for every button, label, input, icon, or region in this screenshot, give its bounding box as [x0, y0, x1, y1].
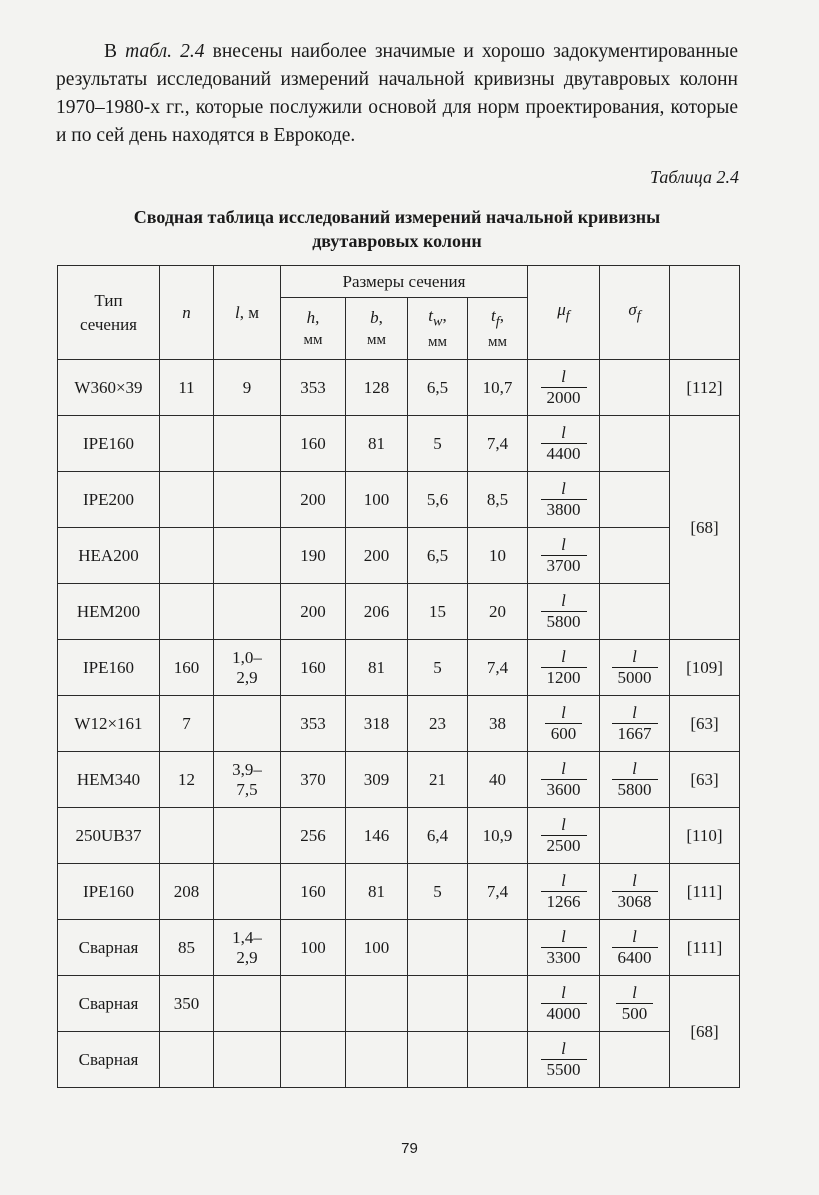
cell-l	[214, 976, 281, 1032]
cell-l-line-1: 9	[242, 377, 252, 397]
cell-tf: 10,9	[468, 808, 528, 864]
table-row	[58, 1032, 740, 1088]
cell-b: 128	[346, 360, 408, 416]
fraction-numerator: l	[561, 703, 566, 722]
cell-ref: [63]	[670, 752, 740, 808]
cell-h: 160	[281, 864, 346, 920]
cell-b: 100	[346, 472, 408, 528]
cell-tf	[468, 976, 528, 1032]
cell-l	[214, 696, 281, 752]
cell-type: W12×161	[58, 696, 160, 752]
cell-tf: 40	[468, 752, 528, 808]
cell-l-line-2: 2,9	[236, 947, 258, 967]
fraction-denominator: 5000	[612, 667, 658, 688]
cell-h: 200	[281, 584, 346, 640]
fraction	[541, 1039, 587, 1080]
cell-ref: [68]	[670, 976, 740, 1088]
cell-sigma	[600, 640, 670, 696]
cell-n	[160, 416, 214, 472]
cell-tw: 5,6	[408, 472, 468, 528]
fraction-denominator: 600	[545, 723, 583, 744]
table-title-line-2: двутавровых колонн	[312, 231, 482, 251]
table-reference: табл. 2.4	[125, 41, 205, 62]
cell-tf: 8,5	[468, 472, 528, 528]
cell-b: 206	[346, 584, 408, 640]
cell-ref: [109]	[670, 640, 740, 696]
cell-mu	[528, 416, 600, 472]
fraction	[541, 367, 587, 408]
fraction	[541, 423, 587, 464]
cell-sigma	[600, 528, 670, 584]
table-label: Таблица 2.4	[649, 167, 739, 187]
fraction-numerator: l	[632, 871, 637, 890]
cell-n: 12	[160, 752, 214, 808]
cell-mu	[528, 640, 600, 696]
cell-sigma	[600, 360, 670, 416]
cell-mu	[528, 864, 600, 920]
cell-type: Сварная	[58, 920, 160, 976]
header-b: b, мм	[346, 298, 408, 360]
cell-b: 100	[346, 920, 408, 976]
fraction	[541, 535, 587, 576]
fraction	[612, 647, 658, 688]
table-row	[58, 472, 740, 528]
header-type-line-1: Тип	[94, 290, 123, 310]
page-number: 79	[401, 1140, 418, 1157]
cell-l	[214, 864, 281, 920]
cell-type: IPE200	[58, 472, 160, 528]
fraction-numerator: l	[632, 759, 637, 778]
cell-type: Сварная	[58, 976, 160, 1032]
cell-tf: 10,7	[468, 360, 528, 416]
cell-ref: [63]	[670, 696, 740, 752]
cell-b: 81	[346, 864, 408, 920]
cell-h: 200	[281, 472, 346, 528]
cell-h	[281, 976, 346, 1032]
cell-sigma	[600, 752, 670, 808]
cell-l	[214, 416, 281, 472]
cell-n: 160	[160, 640, 214, 696]
header-l: l, м	[214, 266, 281, 360]
cell-type: HEA200	[58, 528, 160, 584]
header-tf: $t_f$, мм	[468, 298, 528, 360]
cell-h: 353	[281, 360, 346, 416]
fraction-numerator: l	[561, 479, 566, 498]
cell-h: 353	[281, 696, 346, 752]
cell-sigma	[600, 472, 670, 528]
cell-tw	[408, 1032, 468, 1088]
table-row	[58, 360, 740, 416]
cell-ref: [112]	[670, 360, 740, 416]
fraction-denominator: 3600	[541, 779, 587, 800]
cell-type: IPE160	[58, 416, 160, 472]
fraction-denominator: 5800	[612, 779, 658, 800]
fraction-numerator: l	[561, 535, 566, 554]
fraction-numerator: l	[561, 367, 566, 386]
cell-tw: 21	[408, 752, 468, 808]
fraction-numerator: l	[561, 647, 566, 666]
cell-l-line-1: 1,4–	[232, 927, 262, 947]
header-ref	[670, 266, 740, 360]
cell-tw: 5	[408, 416, 468, 472]
cell-tf: 7,4	[468, 864, 528, 920]
cell-mu	[528, 472, 600, 528]
table-row	[58, 640, 740, 696]
fraction	[612, 703, 658, 744]
cell-tw	[408, 976, 468, 1032]
cell-b: 318	[346, 696, 408, 752]
cell-type: Сварная	[58, 1032, 160, 1088]
cell-h: 160	[281, 416, 346, 472]
cell-mu	[528, 920, 600, 976]
fraction-denominator: 3068	[612, 891, 658, 912]
table-row	[58, 416, 740, 472]
cell-tw: 5	[408, 640, 468, 696]
cell-mu	[528, 528, 600, 584]
header-type	[58, 266, 160, 360]
cell-mu	[528, 360, 600, 416]
fraction-denominator: 5800	[541, 611, 587, 632]
cell-tf	[468, 1032, 528, 1088]
cell-ref: [111]	[670, 864, 740, 920]
cell-mu	[528, 696, 600, 752]
cell-type: W360×39	[58, 360, 160, 416]
fraction-numerator: l	[561, 983, 566, 1002]
cell-tf: 7,4	[468, 416, 528, 472]
cell-l	[214, 472, 281, 528]
cell-h: 190	[281, 528, 346, 584]
cell-sigma	[600, 920, 670, 976]
cell-sigma	[600, 808, 670, 864]
table-row	[58, 808, 740, 864]
fraction-denominator: 4000	[541, 1003, 587, 1024]
fraction	[541, 815, 587, 856]
header-tw: $t_w$, мм	[408, 298, 468, 360]
cell-h: 370	[281, 752, 346, 808]
cell-sigma	[600, 864, 670, 920]
cell-sigma	[600, 696, 670, 752]
cell-mu	[528, 976, 600, 1032]
cell-ref: [111]	[670, 920, 740, 976]
cell-b	[346, 976, 408, 1032]
cell-n	[160, 584, 214, 640]
table-row	[58, 528, 740, 584]
cell-n	[160, 528, 214, 584]
cell-tw	[408, 920, 468, 976]
cell-tf: 7,4	[468, 640, 528, 696]
fraction	[612, 927, 658, 968]
cell-h: 160	[281, 640, 346, 696]
header-type-line-2: сечения	[80, 314, 137, 334]
cell-b	[346, 1032, 408, 1088]
cell-tw: 15	[408, 584, 468, 640]
cell-sigma	[600, 416, 670, 472]
cell-tw: 23	[408, 696, 468, 752]
cell-b: 81	[346, 640, 408, 696]
fraction	[612, 759, 658, 800]
fraction-denominator: 500	[616, 1003, 654, 1024]
intro-paragraph	[56, 38, 738, 150]
cell-l	[214, 528, 281, 584]
table-row	[58, 864, 740, 920]
cell-l-line-2: 2,9	[236, 667, 258, 687]
cell-ref: [68]	[670, 416, 740, 640]
cell-l	[214, 640, 281, 696]
fraction-denominator: 1667	[612, 723, 658, 744]
cell-n	[160, 808, 214, 864]
cell-tf	[468, 920, 528, 976]
fraction	[541, 871, 587, 912]
intro-text: внесены наиболее значимые и хорошо задокументированные результаты исследований измерений начальной кривизны двутавровых колонн 1970–1980-х гг., которые послужили основой для норм проектирования, которые и по сей день находятся в Еврокоде.	[56, 41, 738, 146]
cell-mu	[528, 1032, 600, 1088]
fraction	[612, 871, 658, 912]
fraction-denominator: 2500	[541, 835, 587, 856]
cell-b: 81	[346, 416, 408, 472]
cell-n: 11	[160, 360, 214, 416]
curvature-table	[57, 265, 740, 1088]
fraction	[541, 983, 587, 1024]
cell-type: HEM200	[58, 584, 160, 640]
table-title-line-1: Сводная таблица исследований измерений начальной кривизны	[133, 207, 661, 227]
cell-l	[214, 1032, 281, 1088]
cell-mu	[528, 808, 600, 864]
cell-tf: 38	[468, 696, 528, 752]
fraction-denominator: 3800	[541, 499, 587, 520]
cell-h	[281, 1032, 346, 1088]
fraction-numerator: l	[561, 591, 566, 610]
table-row	[58, 584, 740, 640]
cell-l-line-1: 3,9–	[232, 759, 262, 779]
fraction-numerator: l	[632, 927, 637, 946]
fraction	[541, 647, 587, 688]
header-sigma: $\sigma_f$	[600, 266, 670, 360]
cell-sigma	[600, 976, 670, 1032]
cell-n: 85	[160, 920, 214, 976]
fraction-numerator: l	[561, 815, 566, 834]
cell-l	[214, 920, 281, 976]
table-title	[56, 205, 738, 253]
cell-mu	[528, 752, 600, 808]
cell-b: 309	[346, 752, 408, 808]
fraction-denominator: 1200	[541, 667, 587, 688]
cell-n: 350	[160, 976, 214, 1032]
fraction-numerator: l	[632, 647, 637, 666]
fraction-numerator: l	[561, 423, 566, 442]
cell-type: HEM340	[58, 752, 160, 808]
fraction-numerator: l	[561, 759, 566, 778]
fraction-numerator: l	[632, 703, 637, 722]
intro-prefix: В	[104, 41, 126, 62]
header-h: h, мм	[281, 298, 346, 360]
cell-l	[214, 752, 281, 808]
fraction-denominator: 3300	[541, 947, 587, 968]
cell-l-line-2: 7,5	[236, 779, 258, 799]
cell-h: 256	[281, 808, 346, 864]
table-row	[58, 920, 740, 976]
fraction-numerator: l	[561, 1039, 566, 1058]
table-row	[58, 976, 740, 1032]
fraction-denominator: 5500	[541, 1059, 587, 1080]
fraction-numerator: l	[561, 871, 566, 890]
cell-tw: 6,4	[408, 808, 468, 864]
cell-n	[160, 1032, 214, 1088]
fraction	[541, 927, 587, 968]
fraction-denominator: 4400	[541, 443, 587, 464]
fraction-denominator: 3700	[541, 555, 587, 576]
fraction-numerator: l	[561, 927, 566, 946]
fraction	[541, 759, 587, 800]
table-row	[58, 696, 740, 752]
cell-type: 250UB37	[58, 808, 160, 864]
cell-l	[214, 584, 281, 640]
cell-n: 208	[160, 864, 214, 920]
fraction-denominator: 1266	[541, 891, 587, 912]
cell-tw: 6,5	[408, 360, 468, 416]
fraction-denominator: 6400	[612, 947, 658, 968]
cell-type: IPE160	[58, 864, 160, 920]
cell-ref: [110]	[670, 808, 740, 864]
header-mu: $\mu_f$	[528, 266, 600, 360]
cell-n	[160, 472, 214, 528]
header-dimensions: Размеры сечения	[281, 266, 528, 298]
cell-sigma	[600, 584, 670, 640]
fraction	[541, 479, 587, 520]
cell-tf: 20	[468, 584, 528, 640]
cell-b: 146	[346, 808, 408, 864]
cell-tf: 10	[468, 528, 528, 584]
cell-tw: 5	[408, 864, 468, 920]
cell-mu	[528, 584, 600, 640]
cell-n: 7	[160, 696, 214, 752]
table-body	[58, 360, 740, 1088]
cell-type: IPE160	[58, 640, 160, 696]
fraction	[616, 983, 654, 1024]
cell-l	[214, 808, 281, 864]
fraction	[541, 591, 587, 632]
cell-l-line-1: 1,0–	[232, 647, 262, 667]
fraction-denominator: 2000	[541, 387, 587, 408]
cell-sigma	[600, 1032, 670, 1088]
cell-h: 100	[281, 920, 346, 976]
fraction	[545, 703, 583, 744]
table-row	[58, 752, 740, 808]
cell-b: 200	[346, 528, 408, 584]
header-n: n	[160, 266, 214, 360]
cell-tw: 6,5	[408, 528, 468, 584]
fraction-numerator: l	[632, 983, 637, 1002]
cell-l	[214, 360, 281, 416]
